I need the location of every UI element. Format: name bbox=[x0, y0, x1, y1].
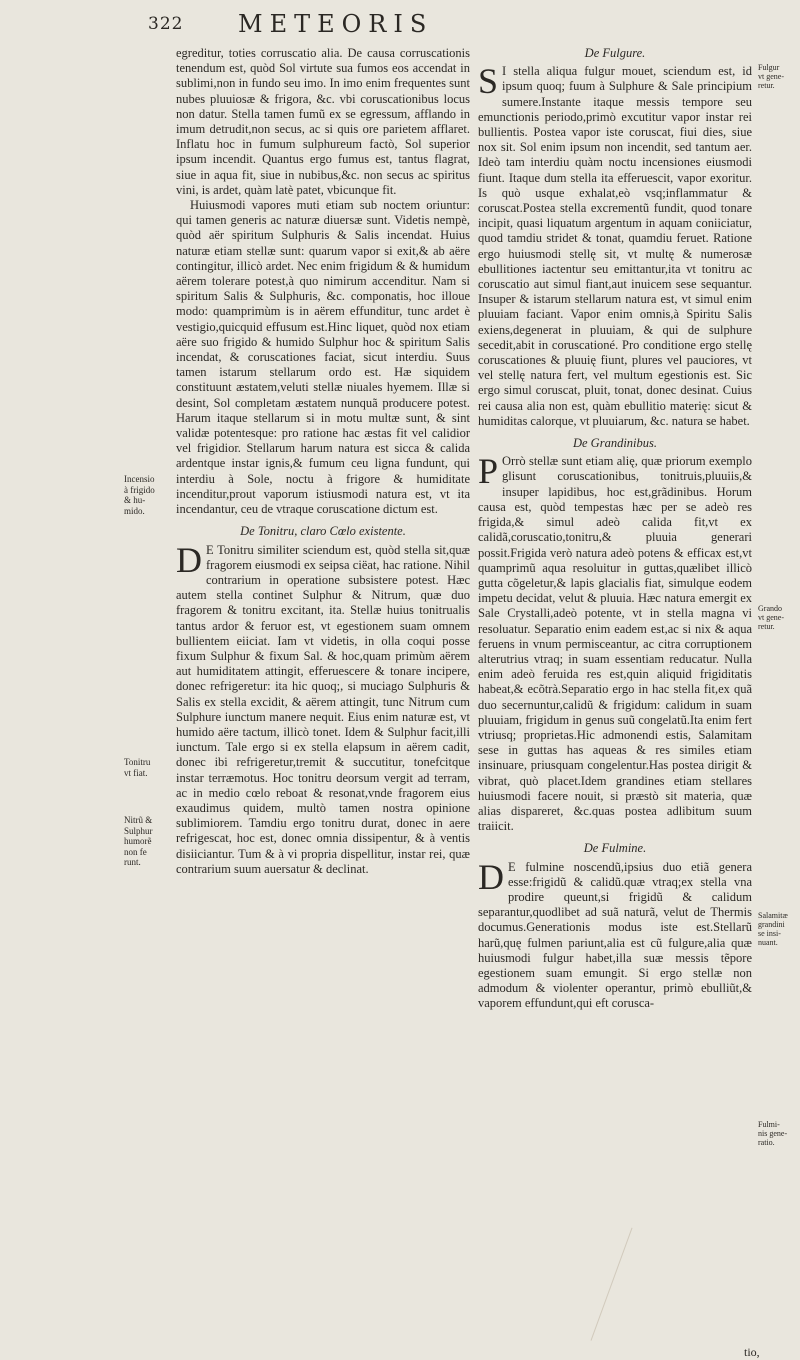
section-heading-fulgur: De Fulgure. bbox=[584, 46, 646, 60]
paper-crease bbox=[591, 1228, 665, 1353]
left-paragraph: Huiusmodi vapores muti etiam sub noctem oriuntur: qui tamen generis ac naturæ diuersæ sunt. Videtis nempè, quòd aër spiritum Sulphuris & Salis incendat. Huius naturæ etiam stellæ sunt: quarum vapor si exit,& ab aëre contingitur, illicò ardet. Nec enim frigidum & & humidum aërem tolerare potest,à quo nimirum accenditur. Nam si spiritum Salis & Sulphuris, &c. componatis, hoc illoue modo: quamprimùm is in aërem effunditur, tunc ardet è vestigio,quicquid effusum est.Hinc liquet, quòd nox etiam aëre suo frigido & humido Sulphur hoc & spiritum Salis incendat, & coruscationes faciat, sicut interdiu. Suus tamen istarum stellarum ordo est. Hæ siquidem constituunt æstatem,veluti stellæ niuales hyemem. Illæ si desint, Sol completam æstatem nunquã producere potest. Harum itaque stellarum si in motu multæ sunt, & sint validæ potentesque: pro ratione hac æstas fit vel calidior vel frigidior. Stellarum harum natura est sicca & calida ardentque instar ignis,& fumum ceu ligna fundunt, qui interdiu à Sole, noctu à frigore & humiditate incenditur,prout vaporum istiusmodi natura est, vt ita incendantur, ceu de vtraque coruscatione dictum est. bbox=[176, 198, 470, 517]
drop-cap: P bbox=[478, 451, 499, 492]
paragraph-text: Orrò stellæ sunt etiam alię, quæ priorum exemplo glisunt coruscationibus, tonitruis,pluuiis,& insuper lapidibus, hoc est,grãdinibus. Horum causa est, quòd tempestas hæc per se adeò res frigida,& simul adeò calida fit,vt ex calidã,coruscatio,tonitru,& pluuia generari possit.Frigida verò natura adeò potens & efficax est,vt quamprimũ aqua resoluitur in guttas,quælibet illicò gutta cõgeletur,& lapis glacialis fiat, simulque eodem impetu decidat, velut & pluuia. Hæc natura emergit ex Sale Crystalli,adeò potente, vt in stella magna vi resoluatur. Separatio enim eadem est,ac si nix & aqua feruens in vnum permisceantur, ac citra corruptionem alterutrius vtraq; in suam essentiam reducatur. Nulla enim adeò feruida res est,quin aliquid frigiditatis habeat,& ecõtrà.Separatio ergo in hac stella fit,ex quã duo secernuntur,calidũ & frigidum: calidum in suam pluuiam, frigidum in genus suũ congelatũ.Ita enim fert vtriusq; proprietas.Hic admonendi estis, Salamitam sese in guttas has aqueas & res similes etiam insinuare, priusquam congelentur.Has postea dirigit & vibrat, quò placet.Idem grandines etiam stellares huiusmodi facere nouit, si præstò sit materia, quæ alias dispareret, &c.quas postea adlibitum suum traiicit. bbox=[478, 454, 752, 834]
page-number: 322 bbox=[148, 14, 184, 34]
left-paragraph bbox=[176, 539, 470, 877]
paragraph-text: I stella aliqua fulgur mouet, sciendum est, id ipsum quoq; fuum à Sulphure & Sale principium sumere.Instante itaque messis tempore seu emunctionis periodo,primò excutitur vapor instar rei bullientis. Postea vapor iste coruscat, fiui dies, siue nox sit. Sol enim ipsum non incendit, sed tantum aer. Ideò tam interdiu quàm noctu incensiones eiusmodi fiunt. Itaque dum stella ita efferuescit, vapor exoritur. Is quò usque exhalat,eò vsq;inflammatur & coruscat.Postea stella excrementũ fundit, quod tonare incipit, quasi liquatum argentum in aquam coniiciatur, quod tamdiu stridet & tonat, quamdiu feruet. Ratione ergo huiusmodi stellę sit, vt multę & numerosæ ebullitiones iactentur seu emittantur,ita vt tonitru ac coruscatio aut simul fiant,aut inuicem sese sequantur. Insuper & istarum stellarum natura est, vt simul enim pluuiam faciant. Vapor enim omnis,à Spiritu Salis exiens,degenerat in pluuiam, & qui de sulphure secedit,abit in coruscationé. Pro conditione ergo stellę coruscationes & pluuię fiunt, plures vel pauciores, vt vel stellę natura fert, vel multum egestionis est. Sic ergo simul coruscat, pluit, tonat, donec desinat. Cuius rei causa alia non est, quàm ebullitio materię: sicut & humiditas calorque, vt pluuiarum, &c. natura se habet. bbox=[478, 64, 752, 428]
section-heading-tonitru: De Tonitru, claro Cœlo existente. bbox=[240, 524, 406, 539]
paragraph-text: E fulmine noscendũ,ipsius duo etiã genera esse:frigidũ & calidũ.quæ vtraq;ex stella vna prodire queunt,si frigidũ & calidum separantur,quodlibet ad suã naturã, velut de Thermis documus.Generationis modus iste est.Stellarũ harũ,quę fulmen pariunt,alia est cũ fulgure,alia quæ huiusmodi fulgur habet,illa suæ messis tẽpore egestionem suam emungit. Si ergo stellæ non admodum & violenter operantur, primò ebulliũt,& vaporem effundunt,qui eft corusca- bbox=[478, 859, 752, 1011]
margin-note-incensio: Incensio à frigido & hu- mido. bbox=[124, 474, 155, 516]
drop-cap: D bbox=[478, 856, 504, 897]
right-column bbox=[478, 46, 752, 1012]
drop-cap: D bbox=[176, 539, 202, 580]
paragraph-text: E Tonitru similiter sciendum est, quòd stella sit,quæ fragorem eiusmodi ex seipsa ciëat, hac ratione. Nihil contrarium in operatione subsistere potest. Hæc autem stella continet Sulphur & Nitrum, quæ duo fragorem & tonitru excitant, ita. Stellæ huius tonitrualis tantus ardor & feruor est, vt egestionem suam omnem bullientem eiiciat. Iam vt videtis, in olla coqui posse fixum Sulphur & fixum Sal. & hoc,quam primùm aërem aut humiditatem attingit, efferuescere & tonare incipere, donec refrigeretur: ita hic quoq;, si muciago Sulphuris & Salis ex stella excidit, & aërem attingit, tunc Nitrum cum Sulphure iunctum manere nequit. Eius enim naturæ est, vt humido aëre tactum, illicò tonet. Idem & Sulphur facit,illi iunctum. Tale ergo si ex stella elapsum in aërem cadit, donec ibi refrigeretur,tremit & succutitur, tonefcitque instar terræmotus. Hoc tonitru deorsum vergit ad terram, ac in medio cœlo reboat & resonat,vnde fragorem eius exaudimus quidem, multò tamen nostra opinione sublimiorem. Tamdiu ergo tonitru durat, donec in aere refrigescat, hoc est, donec omnia dissipentur, & à ventis disiiciantur. Tum & à vi propria dispellitur, instar rei, quæ contrarium suum auersatur & declinat. bbox=[176, 542, 470, 876]
right-paragraph bbox=[478, 856, 752, 1012]
section-heading-grandines: De Grandinibus. bbox=[572, 436, 658, 451]
margin-note-salamitae: Salamitæ grandini se insi- nuant. bbox=[758, 911, 788, 947]
left-paragraph: egreditur, toties corruscatio alia. De causa corruscationis tenendum est, quòd Sol virtute sua fumos eos accendat in sublimi,non in fundo seu imo. In imo enim frequentes sunt nubes pluuiosæ & frigora, &c. vbi coruscationibus locus non datur. Stella tamen fumũ ex se egressum, afflando in imum detrudit,non secus, ac si quis ore parietem afflaret. Inflatu hoc in fumum sulphureum factò, Sol superior ipsum incendit. Quantus ergo fumus est, tantus flagrat, siue in aqua fit, siue in nubibus,&c. non secus ac spiritus vini, is ardet, quàm latè patet, vbicunque fit. bbox=[176, 46, 470, 197]
running-title: METEORIS bbox=[238, 10, 434, 38]
catchword: tio, bbox=[744, 1345, 760, 1359]
page-header bbox=[148, 6, 768, 40]
margin-note-fulmen: Fulmi- nis gene- ratio. bbox=[758, 1120, 788, 1147]
margin-note-grando: Grando vt gene- retur. bbox=[758, 604, 784, 631]
section-heading-fulmen: De Fulmine. bbox=[583, 841, 647, 856]
margin-note-fulgur: Fulgur vt gene- retur. bbox=[758, 63, 784, 90]
right-paragraph bbox=[478, 61, 752, 429]
left-column bbox=[176, 46, 470, 877]
drop-cap: S bbox=[478, 61, 499, 102]
right-paragraph bbox=[478, 451, 752, 834]
margin-note-nitrum: Nitrũ & Sulphur humorẽ non fe runt. bbox=[124, 815, 153, 867]
margin-note-tonitru: Tonitru vt fiat. bbox=[124, 757, 151, 778]
